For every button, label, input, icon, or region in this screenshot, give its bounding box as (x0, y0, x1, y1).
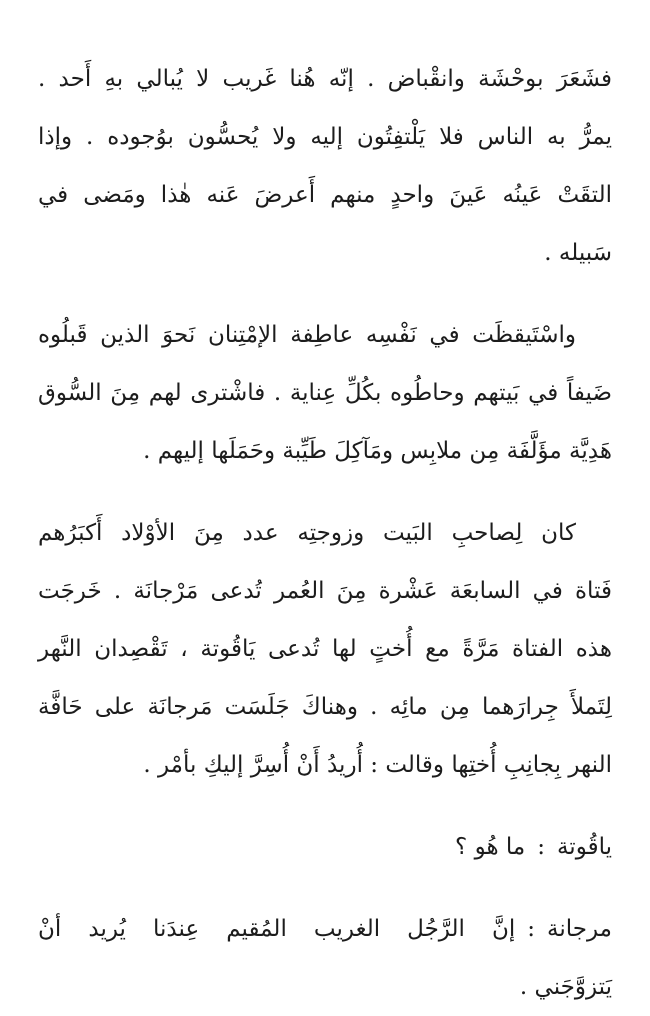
dialogue-line-1 (38, 818, 612, 876)
speaker-name: مرجانة (547, 916, 612, 942)
text-line: هَدِيَّة مؤَلَّفَة مِن ملابِس ومَآكِلَ طَيِّبة وحَمَلَها إليهم . (143, 438, 612, 464)
dialogue-colon: : (537, 834, 545, 860)
paragraph-gap (38, 282, 612, 306)
text-line: لِتَملأَ جِرارَهما مِن مائِه . وهناكَ جَلَسَت مَرجانَة على حَافَّة (38, 694, 612, 720)
text-line: التقَتْ عَينُه عَينَ واحدٍ منهم أَعرضَ عَنه هٰذا ومَضى في (38, 182, 612, 208)
paragraph-3 (38, 504, 612, 794)
text-line: فَتاة في السابعَة عَشْرة مِنَ العُمر تُدعى مَرْجانَة . خَرجَت (38, 578, 612, 604)
speaker-name: ياقُوتة (556, 834, 612, 860)
text-line: هذه الفتاة مَرَّةً مع أُختٍ لها تُدعى يَاقُوتة ، تَقْصِدان النَّهر (38, 636, 612, 662)
text-line: فشَعَرَ بوحْشَة وانقْباض . إنّه هُنا غَريب لا يُبالي بهِ أَحد . (38, 66, 612, 92)
dialogue-line-2 (38, 900, 612, 1016)
dialogue-text-line: يَتزوَّجَني . (519, 974, 612, 1000)
text-line: واسْتَيقظَت في نَفْسِه عاطِفة الإمْتِنان نَحوَ الذين قَبلُوه (38, 322, 576, 348)
dialogue-colon: : (527, 916, 536, 942)
text-line: كان لِصاحبِ البَيت وزوجتِه عدد مِنَ الأوْلاد أَكبَرُهم (38, 520, 576, 546)
text-line: يمرُّ به الناس فلا يَلْتفِتُون إليه ولا يُحسُّون بوُجوده . وإذا (38, 124, 612, 150)
paragraph-2 (38, 306, 612, 480)
text-line: ضَيفاً في بَيتهم وحاطُوه بكُلِّ عِناية . فاشْترى لهم مِنَ السُّوق (38, 380, 612, 406)
text-line: النهر بِجانِبِ أُختِها وقالت : أُريدُ أَنْ أُسِرَّ إليكِ بأمْر . (143, 752, 612, 778)
dialogue-text: إنَّ الرَّجُل الغريب المُقيم عِندَنا يُريد أنْ (38, 916, 516, 942)
paragraph-1 (38, 50, 612, 282)
paragraph-gap (38, 480, 612, 504)
dialogue-text: ما هُو ؟ (455, 834, 526, 860)
text-line: سَبيله . (544, 240, 612, 266)
dialogue-text-line (38, 900, 612, 958)
paragraph-gap (38, 794, 612, 818)
paragraph-gap (38, 876, 612, 900)
